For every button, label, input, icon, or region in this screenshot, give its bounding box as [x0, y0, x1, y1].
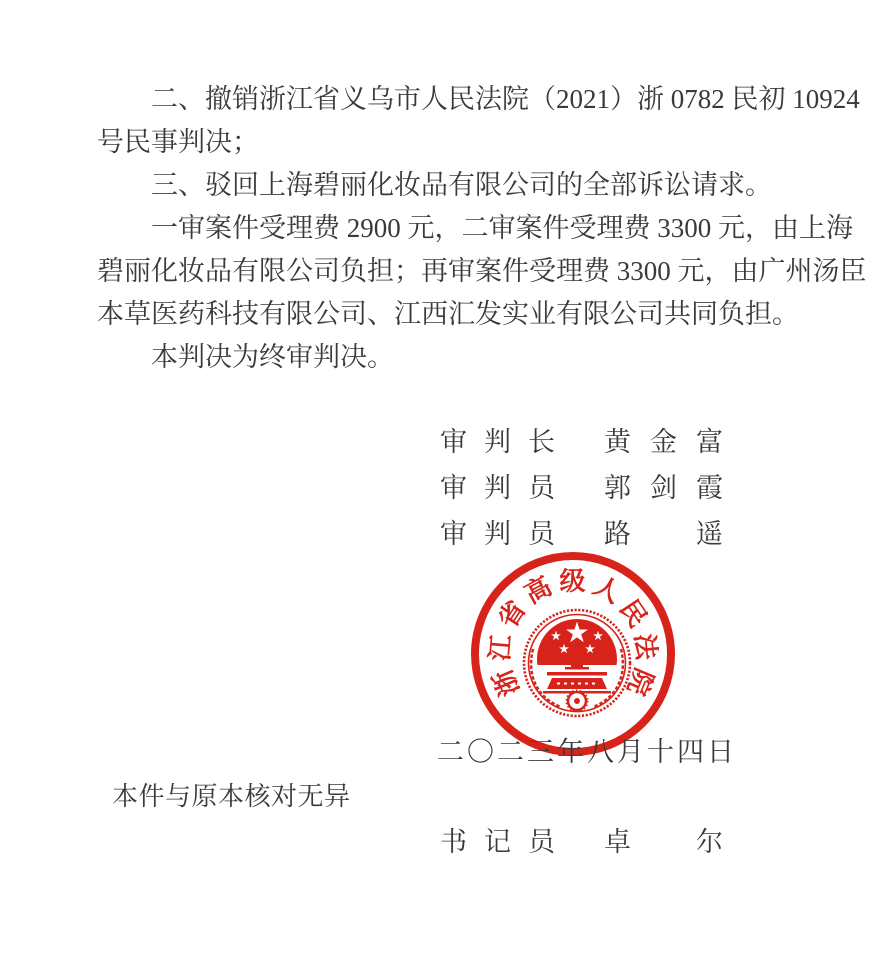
clerk-name: 卓 尔 [604, 827, 742, 857]
seal-court-name: 浙江省高级人民法院 [485, 566, 661, 701]
judge-name: 路 遥 [604, 519, 742, 549]
cog-icon [567, 691, 588, 712]
clerk-title: 书记员 [440, 827, 572, 857]
tiananmen-gate-icon [543, 663, 611, 694]
judge-name: 郭剑霞 [604, 473, 742, 503]
judge-row [440, 465, 742, 511]
signature-block [440, 419, 742, 557]
national-emblem-icon [524, 610, 630, 716]
verification-note: 本件与原本核对无异 [112, 782, 351, 811]
presiding-judge-row [440, 419, 742, 465]
judgment-line: 本判决为终审判决。 [151, 342, 394, 372]
judge-title: 审判员 [440, 519, 572, 549]
judgment-line: 一审案件受理费 2900 元，二审案件受理费 3300 元，由上海 [151, 213, 853, 243]
court-seal [468, 549, 678, 759]
judgment-line: 三、驳回上海碧丽化妆品有限公司的全部诉讼请求。 [151, 170, 772, 200]
judge-title: 审判长 [440, 427, 572, 457]
judgment-body [97, 78, 867, 379]
judgment-line: 本草医药科技有限公司、江西汇发实业有限公司共同负担。 [97, 299, 799, 329]
judgment-line: 二、撤销浙江省义乌市人民法院（2021）浙 0782 民初 10924 [151, 84, 860, 114]
clerk-row [440, 820, 742, 859]
judgment-line: 号民事判决； [97, 127, 259, 157]
judge-title: 审判员 [440, 473, 572, 503]
judgment-date: 二〇二三年八月十四日 [437, 737, 737, 767]
judgment-line: 碧丽化妆品有限公司负担；再审案件受理费 3300 元，由广州汤臣 [97, 256, 867, 286]
judge-name: 黄金富 [604, 427, 742, 457]
